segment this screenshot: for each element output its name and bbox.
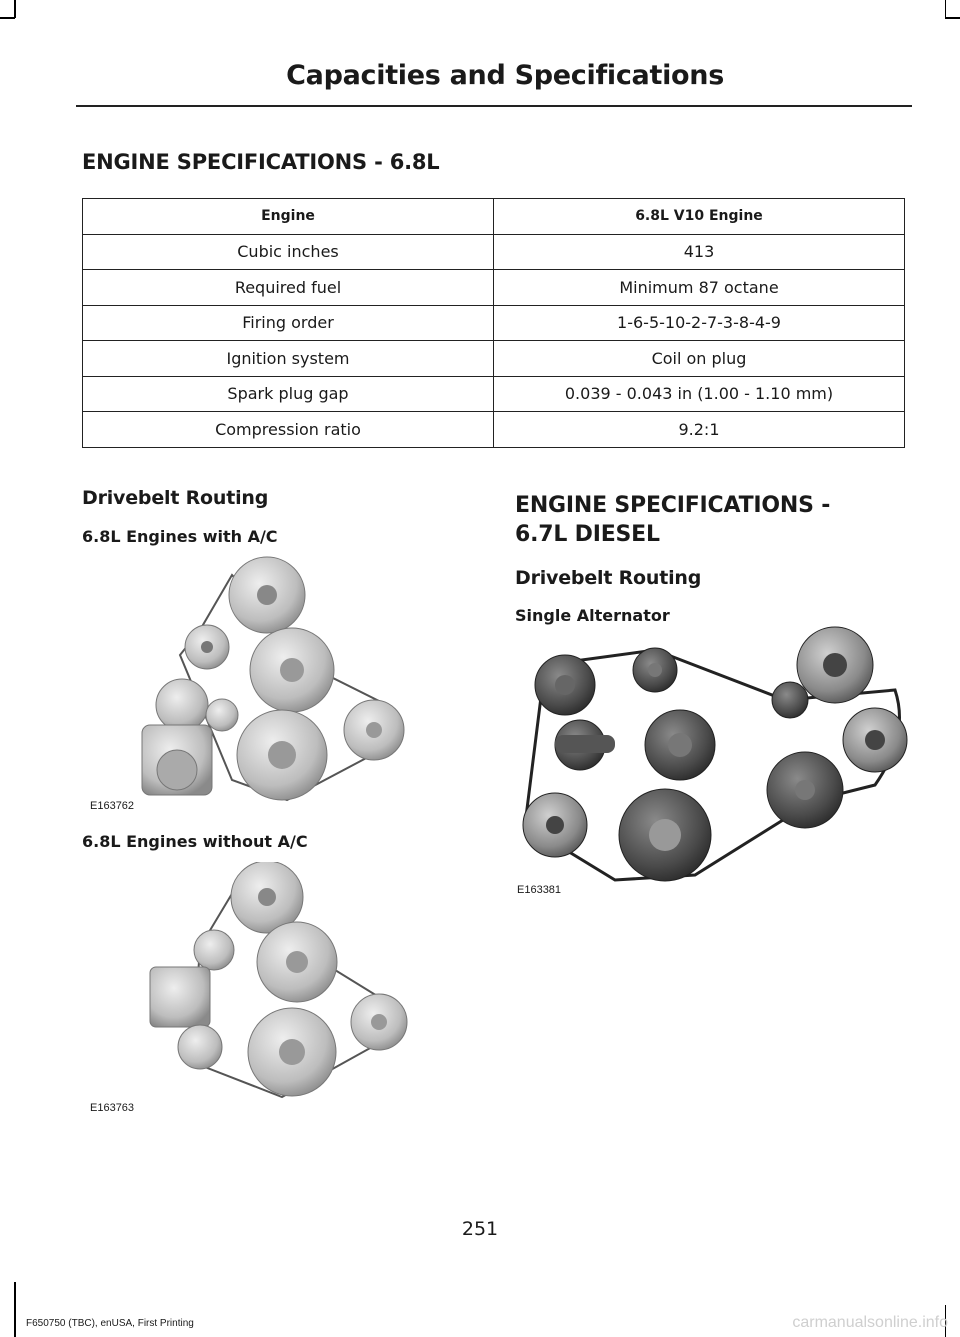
table-header-row: [83, 199, 905, 235]
table-cell: Coil on plug: [494, 341, 905, 377]
table-cell: Compression ratio: [83, 412, 494, 448]
table-row: [83, 341, 905, 377]
drivebelt-routing-heading: Drivebelt Routing: [82, 487, 269, 509]
table-row: [83, 270, 905, 306]
drivebelt-diagram-with-ac: [82, 555, 427, 817]
table-cell: Firing order: [83, 305, 494, 341]
footer-text: F650750 (TBC), enUSA, First Printing: [26, 1318, 194, 1329]
table-row: [83, 234, 905, 270]
table-header-cell: Engine: [83, 199, 494, 235]
table-cell: Required fuel: [83, 270, 494, 306]
figure-code: E163762: [90, 800, 135, 812]
crop-mark: [945, 0, 947, 18]
figure-code: E163381: [517, 884, 562, 896]
watermark: carmanualsonline.info: [792, 1314, 948, 1331]
table-cell: 9.2:1: [494, 412, 905, 448]
section-title-6-7l-line1: ENGINE SPECIFICATIONS -: [515, 493, 831, 518]
page-number: 251: [461, 1218, 499, 1240]
crop-mark: [14, 1282, 16, 1337]
with-ac-heading: 6.8L Engines with A/C: [82, 527, 278, 546]
header-divider: [76, 105, 912, 107]
drivebelt-diagram-diesel: [515, 625, 912, 890]
section-title-6-8l: ENGINE SPECIFICATIONS - 6.8L: [82, 150, 440, 174]
table-cell: Ignition system: [83, 341, 494, 377]
table-row: [83, 412, 905, 448]
table-row: [83, 305, 905, 341]
drivebelt-routing-diesel-heading: Drivebelt Routing: [515, 567, 702, 589]
crop-mark: [945, 17, 960, 19]
engine-spec-table: [82, 198, 905, 448]
table-cell: Minimum 87 octane: [494, 270, 905, 306]
table-row: [83, 376, 905, 412]
drivebelt-diagram-without-ac: [82, 862, 427, 1117]
table-cell: Cubic inches: [83, 234, 494, 270]
table-header-cell: 6.8L V10 Engine: [494, 199, 905, 235]
without-ac-heading: 6.8L Engines without A/C: [82, 832, 308, 851]
table-cell: Spark plug gap: [83, 376, 494, 412]
figure-code: E163763: [90, 1102, 135, 1114]
table-cell: 0.039 - 0.043 in (1.00 - 1.10 mm): [494, 376, 905, 412]
page-header-title: Capacities and Specifications: [286, 60, 724, 91]
crop-mark: [14, 0, 16, 18]
section-title-6-7l-line2: 6.7L DIESEL: [515, 522, 660, 547]
single-alternator-heading: Single Alternator: [515, 606, 670, 625]
crop-mark: [0, 17, 15, 19]
table-cell: 413: [494, 234, 905, 270]
table-cell: 1-6-5-10-2-7-3-8-4-9: [494, 305, 905, 341]
